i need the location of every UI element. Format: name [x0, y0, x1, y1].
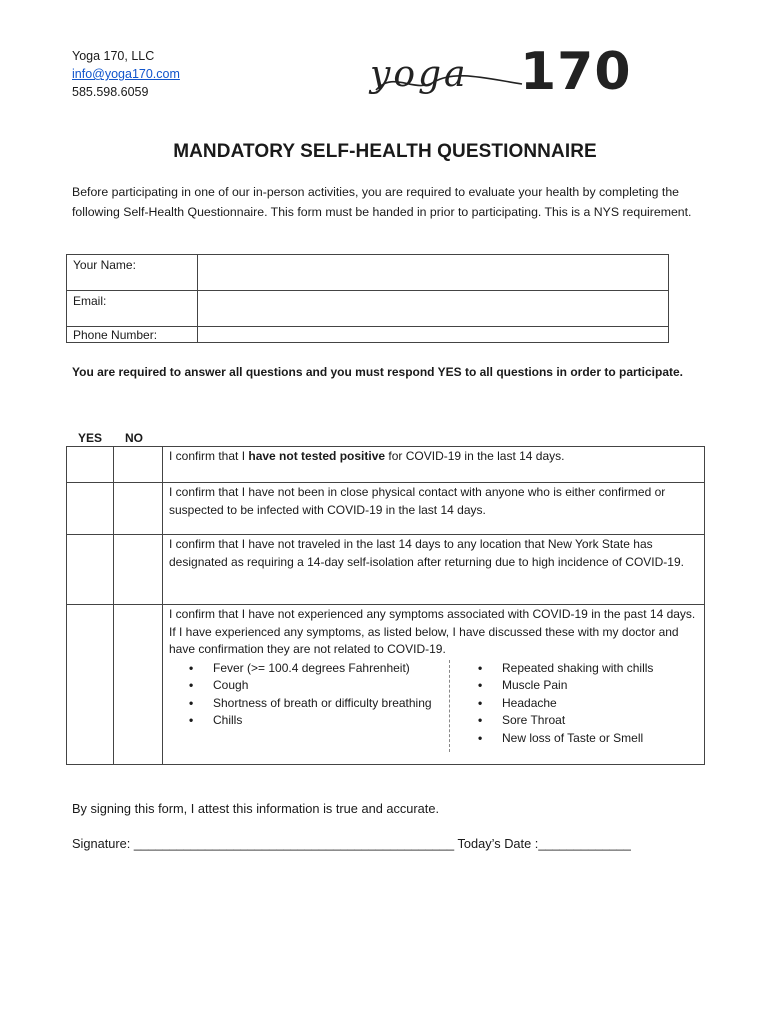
company-email-link[interactable]: info@yoga170.com [72, 67, 180, 81]
symptom-column-right [450, 660, 653, 752]
symptom-list [169, 660, 698, 752]
symptom-item: • Chills [189, 712, 449, 730]
question-1 [163, 447, 705, 483]
q4-text: I confirm that I have not experienced any symptoms associated with COVID-19 in the past 14 days. If I have experienced any symptoms, as listed below, I have discussed these with my doctor and have confirmation they are not related to COVID-19. [169, 607, 696, 656]
q3-yes-checkbox[interactable] [67, 535, 114, 605]
symptom-item: • Cough [189, 677, 449, 695]
signature-line[interactable]: Signature: _____________________________________________ Today’s Date :_____________ [72, 836, 631, 851]
symptom-item: • New loss of Taste or Smell [478, 730, 653, 748]
yes-header: YES [78, 431, 103, 445]
intro-paragraph: Before participating in one of our in-person activities, you are required to evaluate your health by completing the following Self-Health Questionnaire. This form must be handed in prior to participating. This is a NYS requirement. [72, 185, 692, 219]
phone-label: Phone Number: [67, 327, 198, 343]
symptom-item: • Repeated shaking with chills [478, 660, 653, 678]
logo-number-text: 170 [520, 42, 632, 102]
question-3: I confirm that I have not traveled in the last 14 days to any location that New York State has designated as requiring a 14-day self-isolation after returning due to high incidence of COVID-19. [163, 535, 705, 605]
no-header: NO [125, 431, 143, 445]
question-2: I confirm that I have not been in close physical contact with anyone who is either confirmed or suspected to be infected with COVID-19 in the last 14 days. [163, 483, 705, 535]
question-4 [163, 605, 705, 765]
q2-yes-checkbox[interactable] [67, 483, 114, 535]
q2-no-checkbox[interactable] [114, 483, 163, 535]
page-title: MANDATORY SELF-HEALTH QUESTIONNAIRE [173, 141, 597, 162]
q4-no-checkbox[interactable] [114, 605, 163, 765]
q1-yes-checkbox[interactable] [67, 447, 114, 483]
symptom-item: • Fever (>= 100.4 degrees Fahrenheit) [189, 660, 449, 678]
name-field[interactable] [198, 255, 669, 291]
symptom-column-left [169, 660, 450, 752]
required-note: You are required to answer all questions and you must respond YES to all questions in order to participate. [72, 365, 684, 379]
logo-script-text: yoga [370, 54, 469, 95]
symptom-item: • Shortness of breath or difficulty breathing [189, 695, 449, 713]
q3-no-checkbox[interactable] [114, 535, 163, 605]
symptom-item: • Sore Throat [478, 712, 653, 730]
symptom-item: • Muscle Pain [478, 677, 653, 695]
q1-text-pre: I confirm that I [169, 449, 249, 463]
attestation-text: By signing this form, I attest this information is true and accurate. [72, 801, 440, 816]
email-label: Email: [67, 291, 198, 327]
q1-no-checkbox[interactable] [114, 447, 163, 483]
questionnaire-table [66, 446, 705, 765]
name-label: Your Name: [67, 255, 198, 291]
q4-yes-checkbox[interactable] [67, 605, 114, 765]
company-info [72, 47, 180, 101]
q1-text-post: for COVID-19 in the last 14 days. [385, 449, 565, 463]
company-phone: 585.598.6059 [72, 85, 149, 99]
contact-info-table [66, 254, 669, 343]
phone-field[interactable] [198, 327, 669, 343]
q1-text-bold: have not tested positive [248, 449, 386, 463]
email-field[interactable] [198, 291, 669, 327]
symptom-item: • Headache [478, 695, 653, 713]
company-name: Yoga 170, LLC [72, 49, 155, 63]
yoga170-logo [370, 40, 635, 105]
